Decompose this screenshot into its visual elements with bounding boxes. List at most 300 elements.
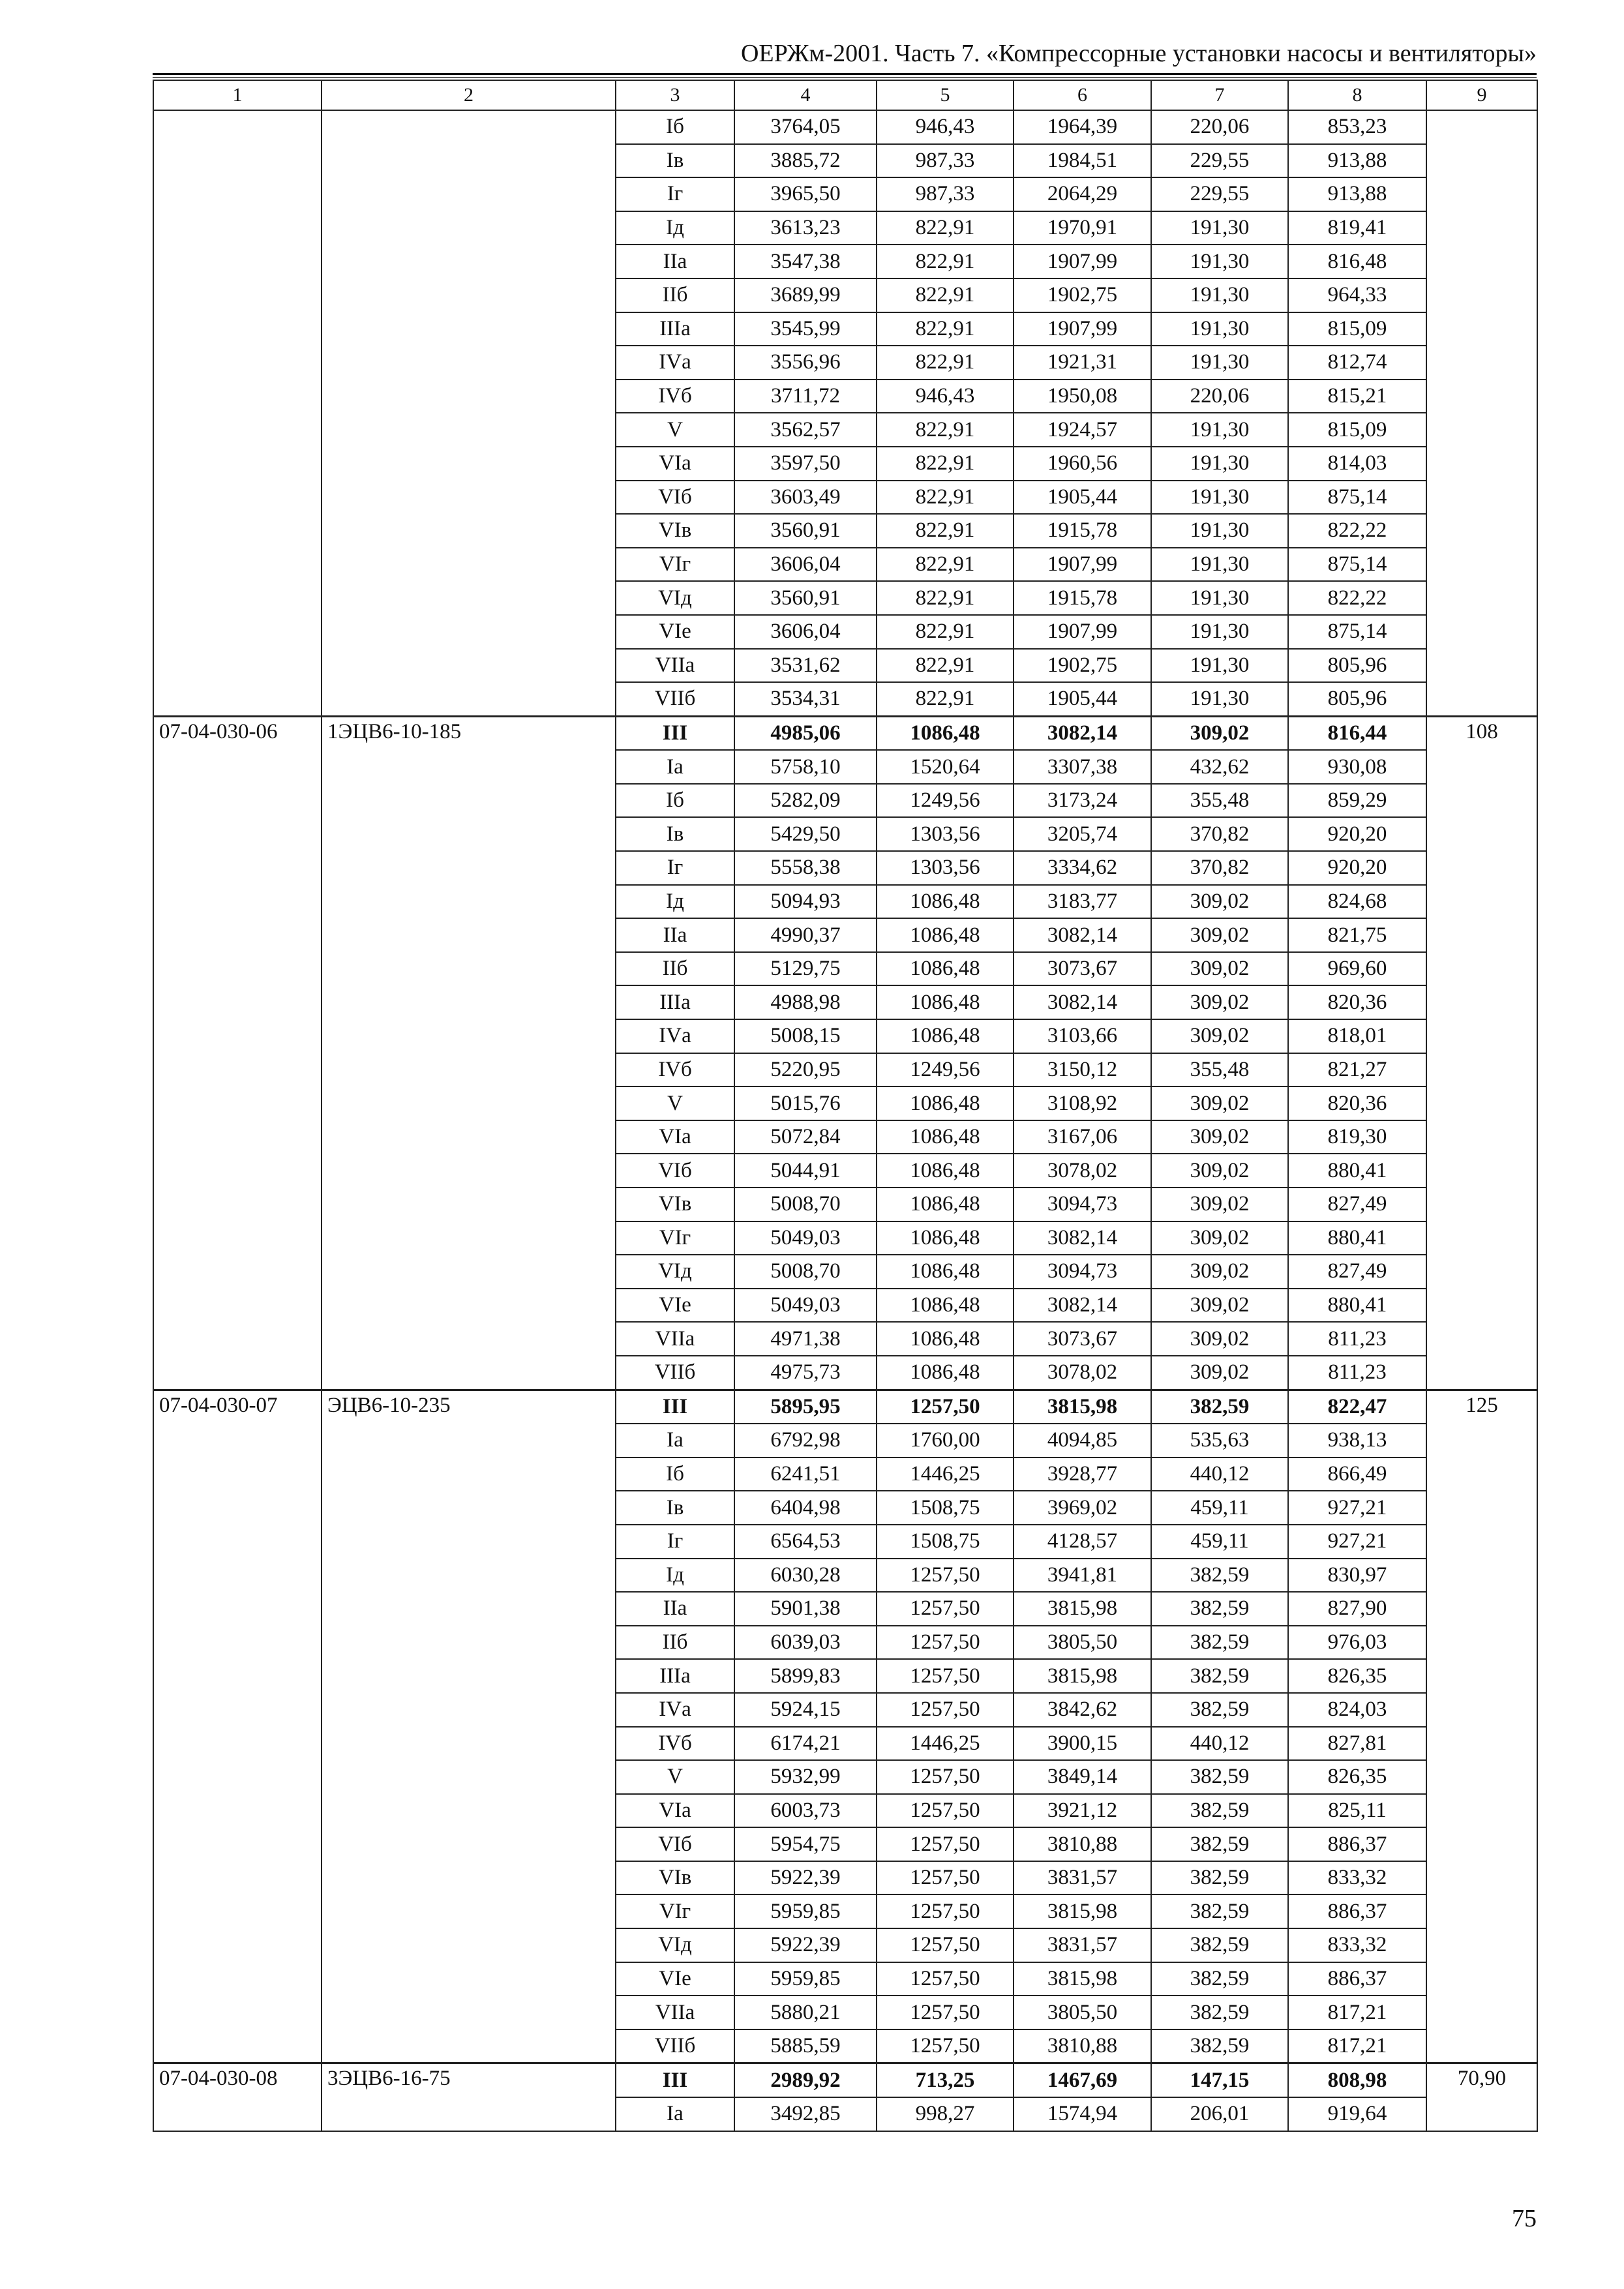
mode-cell: VIIб (616, 1356, 734, 1390)
column-number-row (153, 80, 1537, 110)
value-cell: 822,91 (877, 312, 1014, 346)
value-cell: 382,59 (1151, 1861, 1288, 1895)
value-cell: 382,59 (1151, 1592, 1288, 1626)
value-cell: 4094,85 (1014, 1424, 1151, 1458)
mode-cell: VIе (616, 615, 734, 649)
value-cell: 1902,75 (1014, 278, 1151, 312)
value-cell: 1257,50 (877, 1390, 1014, 1424)
value-cell: 826,35 (1288, 1659, 1426, 1693)
value-cell: 822,22 (1288, 581, 1426, 615)
value-cell: 919,64 (1288, 2097, 1426, 2131)
mode-cell: VIIа (616, 1996, 734, 2029)
value-cell: 459,11 (1151, 1525, 1288, 1559)
mode-cell: IIб (616, 952, 734, 986)
value-cell: 3560,91 (734, 581, 877, 615)
item-name: 1ЭЦВ6-10-185 (322, 716, 616, 1390)
value-cell: 4128,57 (1014, 1525, 1151, 1559)
value-cell: 5044,91 (734, 1154, 877, 1188)
mode-cell: Iг (616, 1525, 734, 1559)
mode-cell: VIб (616, 481, 734, 515)
value-cell: 880,41 (1288, 1221, 1426, 1255)
value-cell: 5049,03 (734, 1221, 877, 1255)
value-cell: 3531,62 (734, 649, 877, 683)
value-cell: 206,01 (1151, 2097, 1288, 2131)
value-cell: 3689,99 (734, 278, 877, 312)
value-cell: 822,91 (877, 548, 1014, 582)
header-rule-thin (153, 77, 1537, 78)
mode-cell: Iд (616, 1559, 734, 1593)
item-code (153, 110, 322, 716)
value-cell: 6039,03 (734, 1626, 877, 1660)
value-cell: 833,32 (1288, 1928, 1426, 1962)
value-cell: 3606,04 (734, 615, 877, 649)
value-cell: 1303,56 (877, 817, 1014, 851)
value-cell: 1907,99 (1014, 615, 1151, 649)
value-cell: 440,12 (1151, 1458, 1288, 1491)
value-cell: 1086,48 (877, 985, 1014, 1019)
value-cell: 1902,75 (1014, 649, 1151, 683)
value-cell: 382,59 (1151, 1894, 1288, 1928)
table-row (153, 716, 1537, 750)
value-cell: 1915,78 (1014, 581, 1151, 615)
value-cell: 811,23 (1288, 1356, 1426, 1390)
value-cell: 229,55 (1151, 144, 1288, 178)
value-cell: 382,59 (1151, 1390, 1288, 1424)
value-cell: 1907,99 (1014, 312, 1151, 346)
value-cell: 5895,95 (734, 1390, 877, 1424)
value-cell: 820,36 (1288, 1086, 1426, 1120)
value-cell: 3562,57 (734, 413, 877, 447)
column-header: 7 (1151, 80, 1288, 110)
value-cell: 822,91 (877, 245, 1014, 278)
value-cell: 3815,98 (1014, 1962, 1151, 1996)
mode-cell: IVб (616, 380, 734, 413)
value-cell: 822,91 (877, 413, 1014, 447)
value-cell: 1257,50 (877, 1760, 1014, 1794)
value-cell: 976,03 (1288, 1626, 1426, 1660)
value-cell: 440,12 (1151, 1727, 1288, 1761)
value-cell: 1915,78 (1014, 514, 1151, 548)
value-cell: 191,30 (1151, 548, 1288, 582)
value-cell: 1257,50 (877, 1894, 1014, 1928)
value-cell: 5901,38 (734, 1592, 877, 1626)
value-cell: 1970,91 (1014, 211, 1151, 245)
value-cell: 3764,05 (734, 110, 877, 144)
value-cell: 824,68 (1288, 885, 1426, 919)
value-cell: 220,06 (1151, 380, 1288, 413)
value-cell: 3815,98 (1014, 1659, 1151, 1693)
value-cell: 370,82 (1151, 851, 1288, 885)
value-cell: 3307,38 (1014, 750, 1151, 784)
value-cell: 3082,14 (1014, 716, 1151, 750)
mode-cell: V (616, 1760, 734, 1794)
value-cell: 6003,73 (734, 1794, 877, 1828)
mode-cell: IIа (616, 245, 734, 278)
item-code: 07-04-030-08 (153, 2063, 322, 2131)
value-cell: 827,90 (1288, 1592, 1426, 1626)
value-cell: 859,29 (1288, 784, 1426, 818)
value-cell: 382,59 (1151, 1996, 1288, 2029)
header-rule (153, 73, 1537, 75)
mode-cell: Iб (616, 1458, 734, 1491)
value-cell: 1574,94 (1014, 2097, 1151, 2131)
value-cell: 3597,50 (734, 447, 877, 481)
value-cell: 3603,49 (734, 481, 877, 515)
value-cell: 3613,23 (734, 211, 877, 245)
mode-cell: VIг (616, 548, 734, 582)
mode-cell: IIIа (616, 985, 734, 1019)
value-cell: 3815,98 (1014, 1894, 1151, 1928)
mode-cell: IIб (616, 1626, 734, 1660)
value-cell: 3073,67 (1014, 1322, 1151, 1356)
column-9-value: 70,90 (1426, 2063, 1537, 2131)
value-cell: 822,22 (1288, 514, 1426, 548)
value-cell: 3173,24 (1014, 784, 1151, 818)
value-cell: 309,02 (1151, 1356, 1288, 1390)
item-code: 07-04-030-06 (153, 716, 322, 1390)
mode-cell: Iв (616, 1491, 734, 1525)
value-cell: 3560,91 (734, 514, 877, 548)
value-cell: 987,33 (877, 144, 1014, 178)
value-cell: 309,02 (1151, 985, 1288, 1019)
value-cell: 1921,31 (1014, 346, 1151, 380)
mode-cell: VIIа (616, 649, 734, 683)
value-cell: 1446,25 (877, 1458, 1014, 1491)
mode-cell: Iд (616, 885, 734, 919)
value-cell: 3082,14 (1014, 918, 1151, 952)
value-cell: 191,30 (1151, 514, 1288, 548)
value-cell: 4975,73 (734, 1356, 877, 1390)
mode-cell: VIе (616, 1962, 734, 1996)
value-cell: 1086,48 (877, 1154, 1014, 1188)
value-cell: 3167,06 (1014, 1120, 1151, 1154)
value-cell: 886,37 (1288, 1827, 1426, 1861)
value-cell: 2064,29 (1014, 177, 1151, 211)
value-cell: 1950,08 (1014, 380, 1151, 413)
value-cell: 5959,85 (734, 1894, 877, 1928)
value-cell: 805,96 (1288, 682, 1426, 716)
mode-cell: IVа (616, 1019, 734, 1053)
value-cell: 3711,72 (734, 380, 877, 413)
value-cell: 6030,28 (734, 1559, 877, 1593)
mode-cell: Iг (616, 851, 734, 885)
value-cell: 1467,69 (1014, 2063, 1151, 2097)
value-cell: 382,59 (1151, 1693, 1288, 1727)
value-cell: 3805,50 (1014, 1626, 1151, 1660)
value-cell: 815,09 (1288, 413, 1426, 447)
value-cell: 833,32 (1288, 1861, 1426, 1895)
mode-cell: VIа (616, 1120, 734, 1154)
value-cell: 4971,38 (734, 1322, 877, 1356)
value-cell: 6404,98 (734, 1491, 877, 1525)
value-cell: 5924,15 (734, 1693, 877, 1727)
value-cell: 5880,21 (734, 1996, 877, 2029)
value-cell: 229,55 (1151, 177, 1288, 211)
value-cell: 5922,39 (734, 1861, 877, 1895)
value-cell: 3815,98 (1014, 1390, 1151, 1424)
value-cell: 1086,48 (877, 1019, 1014, 1053)
mode-cell: III (616, 716, 734, 750)
value-cell: 382,59 (1151, 2029, 1288, 2063)
value-cell: 382,59 (1151, 1928, 1288, 1962)
value-cell: 5885,59 (734, 2029, 877, 2063)
value-cell: 880,41 (1288, 1154, 1426, 1188)
item-name: ЭЦВ6-10-235 (322, 1390, 616, 2063)
value-cell: 191,30 (1151, 278, 1288, 312)
value-cell: 309,02 (1151, 1322, 1288, 1356)
value-cell: 1905,44 (1014, 682, 1151, 716)
value-cell: 1086,48 (877, 1289, 1014, 1323)
value-cell: 805,96 (1288, 649, 1426, 683)
value-cell: 920,20 (1288, 851, 1426, 885)
column-header: 8 (1288, 80, 1426, 110)
value-cell: 3815,98 (1014, 1592, 1151, 1626)
price-table (153, 80, 1538, 2132)
mode-cell: IVб (616, 1727, 734, 1761)
value-cell: 1086,48 (877, 1120, 1014, 1154)
value-cell: 6241,51 (734, 1458, 877, 1491)
value-cell: 3108,92 (1014, 1086, 1151, 1120)
value-cell: 913,88 (1288, 177, 1426, 211)
value-cell: 827,49 (1288, 1188, 1426, 1221)
value-cell: 309,02 (1151, 1120, 1288, 1154)
value-cell: 3082,14 (1014, 985, 1151, 1019)
value-cell: 382,59 (1151, 1559, 1288, 1593)
mode-cell: IIIа (616, 1659, 734, 1693)
value-cell: 3965,50 (734, 177, 877, 211)
value-cell: 830,97 (1288, 1559, 1426, 1593)
value-cell: 3969,02 (1014, 1491, 1151, 1525)
value-cell: 309,02 (1151, 1221, 1288, 1255)
value-cell: 1924,57 (1014, 413, 1151, 447)
value-cell: 1086,48 (877, 952, 1014, 986)
value-cell: 1520,64 (877, 750, 1014, 784)
value-cell: 1984,51 (1014, 144, 1151, 178)
mode-cell: III (616, 2063, 734, 2097)
value-cell: 1086,48 (877, 918, 1014, 952)
value-cell: 822,91 (877, 211, 1014, 245)
value-cell: 3094,73 (1014, 1188, 1151, 1221)
value-cell: 3082,14 (1014, 1289, 1151, 1323)
value-cell: 1257,50 (877, 1928, 1014, 1962)
value-cell: 1257,50 (877, 1592, 1014, 1626)
value-cell: 3606,04 (734, 548, 877, 582)
value-cell: 5899,83 (734, 1659, 877, 1693)
value-cell: 3547,38 (734, 245, 877, 278)
value-cell: 191,30 (1151, 413, 1288, 447)
value-cell: 309,02 (1151, 1019, 1288, 1053)
mode-cell: VIв (616, 1861, 734, 1895)
value-cell: 3921,12 (1014, 1794, 1151, 1828)
value-cell: 3849,14 (1014, 1760, 1151, 1794)
column-header: 4 (734, 80, 877, 110)
value-cell: 822,91 (877, 615, 1014, 649)
value-cell: 3534,31 (734, 682, 877, 716)
value-cell: 5922,39 (734, 1928, 877, 1962)
item-name: 3ЭЦВ6-16-75 (322, 2063, 616, 2131)
mode-cell: VIа (616, 1794, 734, 1828)
mode-cell: Iг (616, 177, 734, 211)
value-cell: 998,27 (877, 2097, 1014, 2131)
value-cell: 3078,02 (1014, 1154, 1151, 1188)
value-cell: 459,11 (1151, 1491, 1288, 1525)
value-cell: 815,09 (1288, 312, 1426, 346)
value-cell: 1960,56 (1014, 447, 1151, 481)
value-cell: 6792,98 (734, 1424, 877, 1458)
value-cell: 5429,50 (734, 817, 877, 851)
value-cell: 370,82 (1151, 817, 1288, 851)
value-cell: 3073,67 (1014, 952, 1151, 986)
value-cell: 927,21 (1288, 1525, 1426, 1559)
value-cell: 853,23 (1288, 110, 1426, 144)
value-cell: 927,21 (1288, 1491, 1426, 1525)
value-cell: 535,63 (1151, 1424, 1288, 1458)
value-cell: 3885,72 (734, 144, 877, 178)
value-cell: 1905,44 (1014, 481, 1151, 515)
value-cell: 875,14 (1288, 615, 1426, 649)
mode-cell: IIа (616, 918, 734, 952)
value-cell: 5282,09 (734, 784, 877, 818)
value-cell: 191,30 (1151, 346, 1288, 380)
table-row (153, 2063, 1537, 2097)
value-cell: 382,59 (1151, 1659, 1288, 1693)
value-cell: 3334,62 (1014, 851, 1151, 885)
mode-cell: VIд (616, 1255, 734, 1289)
value-cell: 5220,95 (734, 1053, 877, 1087)
value-cell: 3150,12 (1014, 1053, 1151, 1087)
mode-cell: VIIб (616, 2029, 734, 2063)
value-cell: 713,25 (877, 2063, 1014, 2097)
value-cell: 811,23 (1288, 1322, 1426, 1356)
table-row (153, 1390, 1537, 1424)
value-cell: 4990,37 (734, 918, 877, 952)
value-cell: 820,36 (1288, 985, 1426, 1019)
mode-cell: Iа (616, 750, 734, 784)
value-cell: 816,44 (1288, 716, 1426, 750)
value-cell: 382,59 (1151, 1626, 1288, 1660)
item-name (322, 110, 616, 716)
value-cell: 987,33 (877, 177, 1014, 211)
value-cell: 1257,50 (877, 1693, 1014, 1727)
value-cell: 1760,00 (877, 1424, 1014, 1458)
value-cell: 382,59 (1151, 1962, 1288, 1996)
value-cell: 821,75 (1288, 918, 1426, 952)
column-9-value (1426, 110, 1537, 716)
value-cell: 3831,57 (1014, 1861, 1151, 1895)
value-cell: 1907,99 (1014, 245, 1151, 278)
value-cell: 1086,48 (877, 1356, 1014, 1390)
value-cell: 309,02 (1151, 918, 1288, 952)
value-cell: 822,91 (877, 447, 1014, 481)
value-cell: 1086,48 (877, 885, 1014, 919)
value-cell: 3900,15 (1014, 1727, 1151, 1761)
value-cell: 1086,48 (877, 1221, 1014, 1255)
mode-cell: Iв (616, 817, 734, 851)
value-cell: 1907,99 (1014, 548, 1151, 582)
column-header: 2 (322, 80, 616, 110)
value-cell: 1303,56 (877, 851, 1014, 885)
value-cell: 1508,75 (877, 1525, 1014, 1559)
value-cell: 1964,39 (1014, 110, 1151, 144)
value-cell: 309,02 (1151, 1154, 1288, 1188)
value-cell: 309,02 (1151, 952, 1288, 986)
mode-cell: VIIб (616, 682, 734, 716)
value-cell: 827,49 (1288, 1255, 1426, 1289)
value-cell: 147,15 (1151, 2063, 1288, 2097)
column-9-value: 125 (1426, 1390, 1537, 2063)
mode-cell: Iа (616, 2097, 734, 2131)
page-number: 75 (1512, 2205, 1537, 2232)
value-cell: 432,62 (1151, 750, 1288, 784)
value-cell: 964,33 (1288, 278, 1426, 312)
value-cell: 5015,76 (734, 1086, 877, 1120)
value-cell: 1257,50 (877, 1659, 1014, 1693)
value-cell: 309,02 (1151, 1289, 1288, 1323)
value-cell: 827,81 (1288, 1727, 1426, 1761)
value-cell: 3810,88 (1014, 2029, 1151, 2063)
value-cell: 5008,70 (734, 1255, 877, 1289)
value-cell: 309,02 (1151, 1188, 1288, 1221)
mode-cell: VIб (616, 1827, 734, 1861)
value-cell: 5129,75 (734, 952, 877, 986)
value-cell: 946,43 (877, 380, 1014, 413)
value-cell: 5558,38 (734, 851, 877, 885)
value-cell: 814,03 (1288, 447, 1426, 481)
value-cell: 191,30 (1151, 245, 1288, 278)
mode-cell: IVа (616, 1693, 734, 1727)
item-code: 07-04-030-07 (153, 1390, 322, 2063)
value-cell: 930,08 (1288, 750, 1426, 784)
value-cell: 355,48 (1151, 784, 1288, 818)
value-cell: 3545,99 (734, 312, 877, 346)
value-cell: 812,74 (1288, 346, 1426, 380)
mode-cell: IIа (616, 1592, 734, 1626)
value-cell: 191,30 (1151, 211, 1288, 245)
value-cell: 1257,50 (877, 2029, 1014, 2063)
value-cell: 3082,14 (1014, 1221, 1151, 1255)
value-cell: 1508,75 (877, 1491, 1014, 1525)
value-cell: 191,30 (1151, 581, 1288, 615)
value-cell: 1257,50 (877, 1794, 1014, 1828)
value-cell: 817,21 (1288, 1996, 1426, 2029)
value-cell: 191,30 (1151, 682, 1288, 716)
value-cell: 3078,02 (1014, 1356, 1151, 1390)
value-cell: 5954,75 (734, 1827, 877, 1861)
value-cell: 355,48 (1151, 1053, 1288, 1087)
value-cell: 382,59 (1151, 1794, 1288, 1828)
value-cell: 822,91 (877, 581, 1014, 615)
value-cell: 1249,56 (877, 1053, 1014, 1087)
value-cell: 1086,48 (877, 1322, 1014, 1356)
value-cell: 808,98 (1288, 2063, 1426, 2097)
value-cell: 886,37 (1288, 1962, 1426, 1996)
mode-cell: VIд (616, 581, 734, 615)
value-cell: 822,47 (1288, 1390, 1426, 1424)
mode-cell: IVа (616, 346, 734, 380)
value-cell: 1086,48 (877, 716, 1014, 750)
column-header: 9 (1426, 80, 1537, 110)
value-cell: 2989,92 (734, 2063, 877, 2097)
mode-cell: VIб (616, 1154, 734, 1188)
value-cell: 309,02 (1151, 1086, 1288, 1120)
mode-cell: Iа (616, 1424, 734, 1458)
value-cell: 819,30 (1288, 1120, 1426, 1154)
value-cell: 886,37 (1288, 1894, 1426, 1928)
value-cell: 821,27 (1288, 1053, 1426, 1087)
value-cell: 866,49 (1288, 1458, 1426, 1491)
value-cell: 818,01 (1288, 1019, 1426, 1053)
value-cell: 3831,57 (1014, 1928, 1151, 1962)
